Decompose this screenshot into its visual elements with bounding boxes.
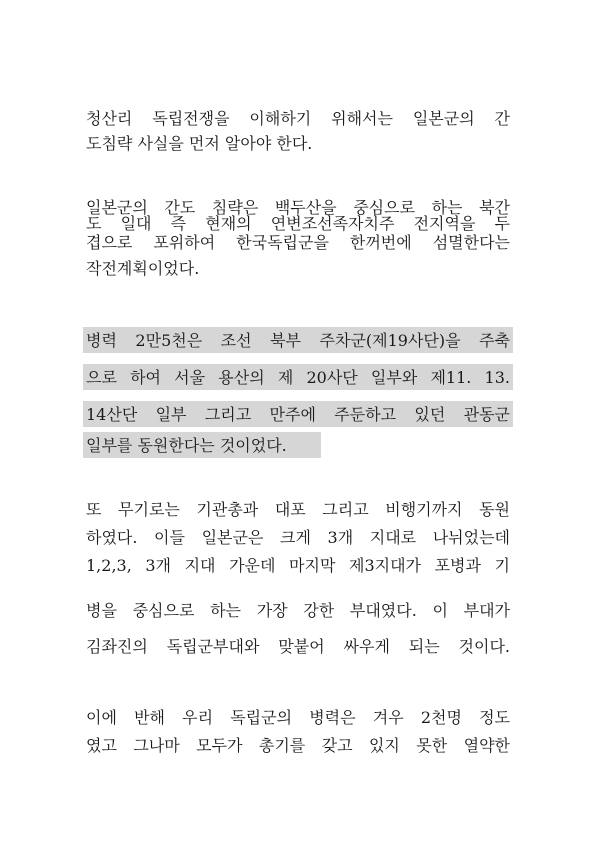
text-line: 1,2,3, 3개 지대 가운데 마지막 제3지대가 포병과 기 [86, 556, 510, 575]
text-line: 으로 하여 서울 용산의 제 20사단 일부와 제11. 13. [86, 368, 510, 387]
text-line: 병을 중심으로 하는 가장 강한 부대였다. 이 부대가 [86, 601, 510, 620]
text-line: 도침략 사실을 먼저 알아야 한다. [86, 134, 313, 153]
text-line: 였고 그나마 모두가 총기를 갖고 있지 못한 열약한 [86, 736, 510, 755]
text-line: 또 무기로는 기관총과 대포 그리고 비행기까지 동원 [86, 500, 510, 519]
text-line: 겹으로 포위하여 한국독립군을 한꺼번에 섬멸한다는 [86, 233, 510, 252]
text-line: 일부를 동원한다는 것이었다. [86, 436, 287, 455]
text-line: 병력 2만5천은 조선 북부 주차군(제19사단)을 주축 [86, 331, 510, 350]
text-line: 작전계획이었다. [86, 259, 200, 278]
text-line: 이에 반해 우리 독립군의 병력은 겨우 2천명 정도 [86, 708, 510, 727]
text-line: 청산리 독립전쟁을 이해하기 위해서는 일본군의 간 [86, 109, 510, 128]
text-line: 14산단 일부 그리고 만주에 주둔하고 있던 관동군 [86, 405, 510, 424]
text-line: 하였다. 이들 일본군은 크게 3개 지대로 나뉘었는데 [86, 528, 510, 547]
text-line: 일본군의 간도 침략은 백두산을 중심으로 하는 북간 [86, 198, 510, 217]
text-line: 도 일대 즉 현재의 연변조선족자치주 전지역을 두 [86, 214, 510, 233]
text-line: 김좌진의 독립군부대와 맞붙어 싸우게 되는 것이다. [86, 637, 510, 656]
